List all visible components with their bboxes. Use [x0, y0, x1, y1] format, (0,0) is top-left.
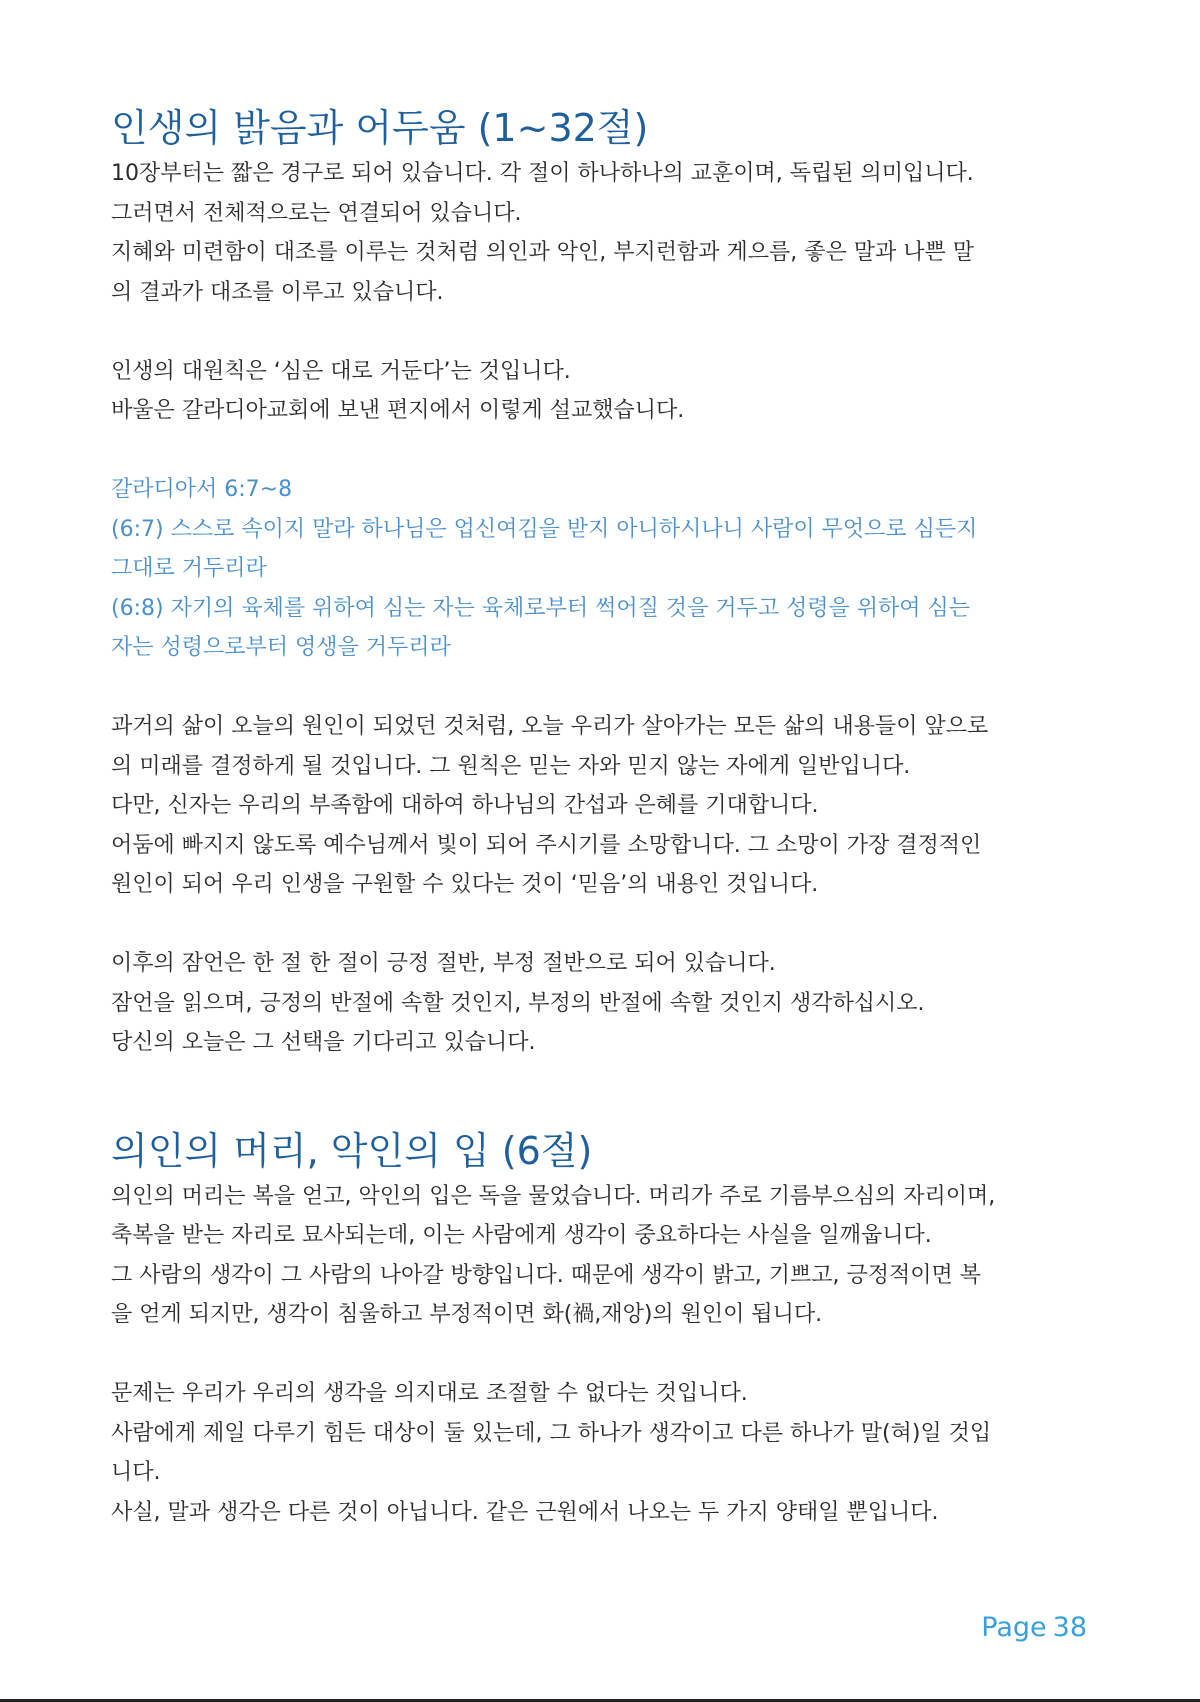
text-line: 이후의 잠언은 한 절 한 절이 긍정 절반, 부정 절반으로 되어 있습니다.	[111, 951, 776, 976]
page-label: Page	[981, 1612, 1047, 1643]
text-line: 그러면서 전체적으로는 연결되어 있습니다.	[111, 200, 522, 226]
text-line: 지혜와 미련함이 대조를 이루는 것처럼 의인과 악인, 부지런함과 게으름, 좋은 말과 나쁜 말	[111, 240, 974, 265]
text-line: 문제는 우리가 우리의 생각을 의지대로 조절할 수 없다는 것입니다.	[111, 1381, 748, 1406]
scripture-quote	[111, 470, 1101, 668]
text-line: 다만, 신자는 우리의 부족함에 대하여 하나님의 간섭과 은혜를 기대합니다.	[111, 793, 819, 818]
text-line: 그 사람의 생각이 그 사람의 나아갈 방향입니다. 때문에 생각이 밝고, 기쁘고, 긍정적이면 복	[111, 1262, 981, 1288]
paragraph-intro	[111, 154, 1101, 312]
text-line: 의인의 머리는 복을 얻고, 악인의 입은 독을 물었습니다. 머리가 주로 기름부으심의 자리이며,	[111, 1183, 996, 1209]
paragraph-thought-speech	[111, 1374, 1101, 1532]
text-line: 어둠에 빠지지 않도록 예수님께서 빛이 되어 주시기를 소망합니다. 그 소망이 가장 결정적인	[111, 832, 982, 858]
text-line: 사실, 말과 생각은 다른 것이 아닙니다. 같은 근원에서 나오는 두 가지 양태일 뿐입니다.	[111, 1499, 939, 1525]
scripture-line: 자는 성령으로부터 영생을 거두리라	[111, 635, 451, 660]
page-number-value: 38	[1052, 1612, 1087, 1643]
text-line: 잠언을 읽으며, 긍정의 반절에 속할 것인지, 부정의 반절에 속할 것인지 생각하십시오.	[111, 990, 925, 1016]
scripture-line: (6:7) 스스로 속이지 말라 하나님은 업신여김을 받지 아니하시나니 사람이 무엇으로 심든지	[111, 516, 978, 542]
text-line: 축복을 받는 자리로 묘사되는데, 이는 사람에게 생각이 중요하다는 사실을 일깨웁니다.	[111, 1223, 932, 1248]
text-line: 니다.	[111, 1460, 161, 1485]
text-line: 당신의 오늘은 그 선택을 기다리고 있습니다.	[111, 1030, 536, 1055]
paragraph-past	[111, 707, 1101, 905]
paragraph-head-mouth	[111, 1177, 1101, 1335]
text-line: 인생의 대원칙은 ‘심은 대로 거둔다’는 것입니다.	[111, 358, 571, 384]
text-line: 원인이 되어 우리 인생을 구원할 수 있다는 것이 ‘믿음’의 내용인 것입니다.	[111, 872, 819, 897]
scripture-line: 그대로 거두리라	[111, 556, 267, 581]
text-line: 과거의 삶이 오늘의 원인이 되었던 것처럼, 오늘 우리가 살아가는 모든 삶의 내용들이 앞으로	[111, 714, 989, 739]
text-line: 의 미래를 결정하게 될 것입니다. 그 원칙은 믿는 자와 믿지 않는 자에게 일반입니다.	[111, 753, 911, 779]
page-number	[981, 1612, 1087, 1643]
paragraph-principle	[111, 352, 1101, 431]
scripture-reference: 갈라디아서 6:7~8	[111, 477, 293, 502]
text-line: 사람에게 제일 다루기 힘든 대상이 둘 있는데, 그 하나가 생각이고 다른 하나가 말(혀)일 것입	[111, 1420, 992, 1446]
text-line: 바울은 갈라디아교회에 보낸 편지에서 이렇게 설교했습니다.	[111, 398, 685, 423]
text-line: 10장부터는 짧은 경구로 되어 있습니다. 각 절이 하나하나의 교훈이며, 독립된 의미입니다.	[111, 161, 974, 186]
section-title: 인생의 밝음과 어두움 (1~32절)	[111, 106, 649, 150]
text-line: 의 결과가 대조를 이루고 있습니다.	[111, 279, 444, 305]
section-title: 의인의 머리, 악인의 입 (6절)	[111, 1128, 593, 1173]
paragraph-after	[111, 944, 1101, 1063]
text-line: 을 얻게 되지만, 생각이 침울하고 부정적이면 화(禍,재앙)의 원인이 됩니다.	[111, 1302, 823, 1327]
page-content	[111, 102, 1101, 1532]
scripture-line: (6:8) 자기의 육체를 위하여 심는 자는 육체로부터 썩어질 것을 거두고 성령을 위하여 심는	[111, 595, 971, 621]
